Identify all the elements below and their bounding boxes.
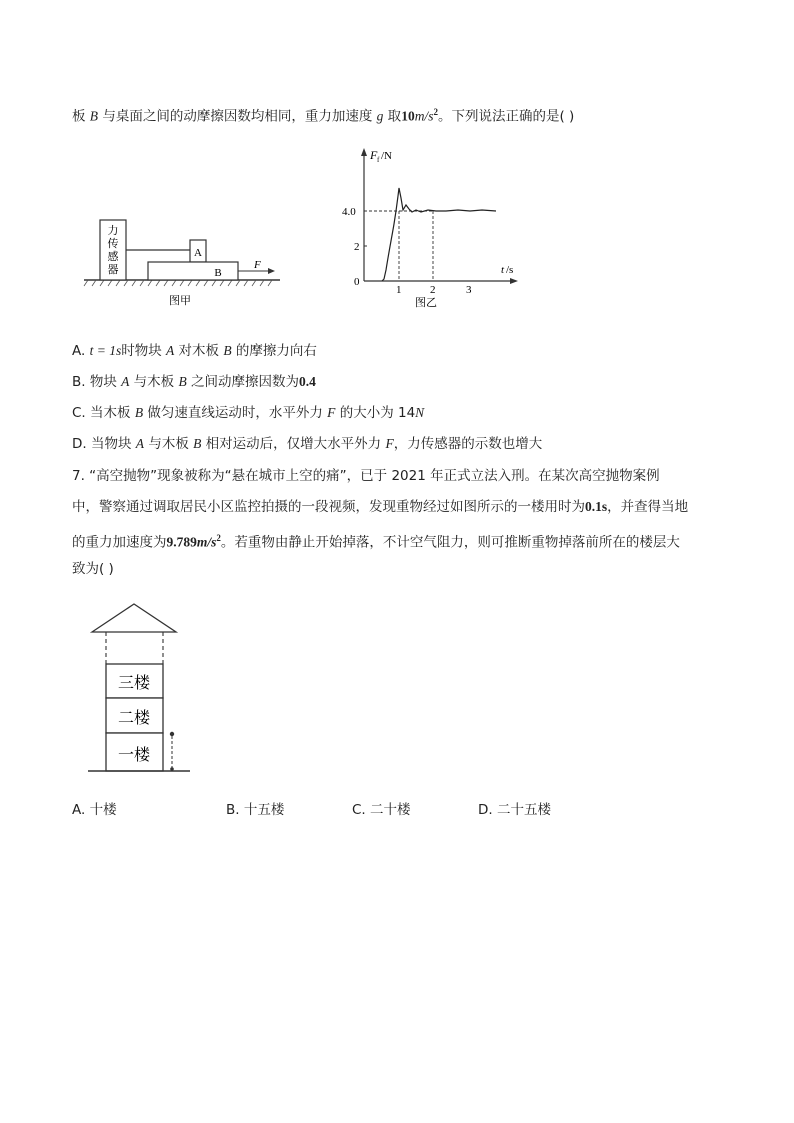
q7-stem-line-4: 致为( )	[72, 561, 114, 577]
figure-yi-graph	[340, 146, 525, 310]
q6-option-c[interactable]: C. 当木板 B 做匀速直线运动时，水平外力 F 的大小为 14N	[72, 405, 425, 421]
q6-option-b[interactable]: B. 物块 A 与木板 B 之间动摩擦因数为0.4	[72, 374, 316, 390]
svg-text:t: t	[501, 264, 505, 276]
svg-text:3: 3	[466, 284, 472, 296]
svg-text:f: f	[377, 156, 380, 164]
svg-text:/N: /N	[381, 150, 392, 162]
svg-text:2: 2	[430, 284, 436, 296]
svg-text:器: 器	[107, 263, 119, 276]
q7-stem-line-1: 7. “高空抛物”现象被称为“悬在城市上空的痛”，已于 2021 年正式立法入刑。在某次高空抛物案例	[72, 468, 660, 484]
svg-text:A: A	[194, 247, 202, 259]
svg-text:图甲: 图甲	[169, 294, 191, 307]
q7-option-d[interactable]: D. 二十五楼	[478, 802, 551, 818]
svg-text:F: F	[370, 148, 378, 162]
svg-text:二楼: 二楼	[117, 708, 151, 727]
q7-option-a[interactable]: A. 十楼	[72, 802, 117, 818]
svg-text:传: 传	[107, 237, 119, 250]
board-b	[148, 262, 238, 280]
q7-stem-line-3: 的重力加速度为$9.789m/s^2$。若重物由静止开始掉落，不计空气阻力，则可推断重物掉落前所在的楼层大	[72, 533, 680, 551]
svg-text:感: 感	[107, 250, 119, 263]
svg-text:4.0: 4.0	[342, 206, 356, 218]
svg-text:力: 力	[107, 224, 119, 237]
svg-text:三楼: 三楼	[117, 673, 151, 692]
figure-jia	[80, 210, 295, 310]
svg-text:1: 1	[396, 284, 402, 296]
svg-text:图乙: 图乙	[415, 296, 437, 309]
svg-text:F: F	[254, 259, 261, 271]
q6-option-a[interactable]: A. t = 1s时物块 A 对木板 B 的摩擦力向右	[72, 343, 317, 359]
q6-option-d[interactable]: D. 当物块 A 与木板 B 相对运动后，仅增大水平外力 F，力传感器的示数也增大	[72, 436, 543, 452]
falling-object-dot	[170, 732, 174, 736]
building-roof	[92, 604, 176, 632]
q7-stem-line-2: 中，警察通过调取居民小区监控拍摄的一段视频，发现重物经过如图所示的一楼用时为0.1s，并查得当地	[72, 499, 689, 515]
q7-option-b[interactable]: B. 十五楼	[226, 802, 285, 818]
building-figure	[84, 600, 194, 776]
svg-text:2: 2	[354, 241, 360, 253]
q6-stem-line: 板 B 与桌面之间的动摩擦因数均相同，重力加速度 g 取$10m/s^2$。下列说法正确的是( )	[72, 107, 575, 125]
svg-text:/s: /s	[506, 264, 514, 276]
svg-text:一楼: 一楼	[117, 745, 151, 764]
svg-text:0: 0	[354, 276, 360, 288]
q7-option-c[interactable]: C. 二十楼	[352, 802, 411, 818]
svg-text:B: B	[214, 267, 222, 279]
